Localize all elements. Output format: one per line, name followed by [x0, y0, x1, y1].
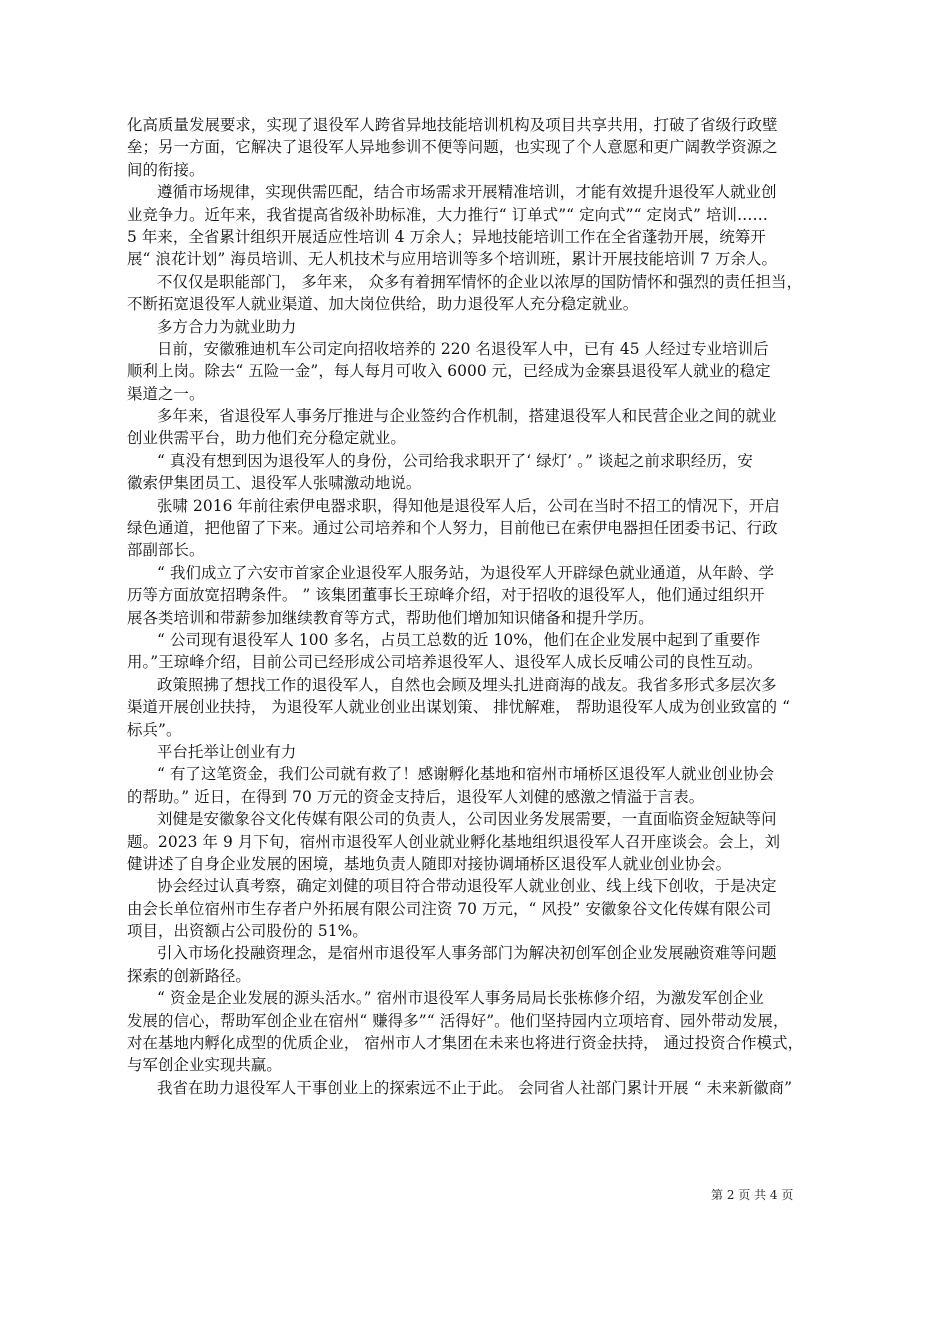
text-line: “ 我们成立了六安市首家企业退役军人服务站，为退役军人开辟绿色就业通道，从年龄、学 — [157, 563, 775, 582]
text-line: “ 有了这笔资金，我们公司就有救了！感谢孵化基地和宿州市埇桥区退役军人就业创业协会 — [157, 765, 775, 784]
text-line: 平台托举让创业有力 — [157, 742, 297, 761]
page-number-label: 第 2 页 共 4 页 — [711, 1188, 794, 1202]
text-line: 5 年来，全省累计组织开展适应性培训 4 万余人；异地技能培训工作在全省蓬勃开展，统筹开 — [127, 227, 766, 246]
text-line: 由会长单位宿州市生存者户外拓展有限公司注资 70 万元，“ 风投” 安徽象谷文化传媒有限公司 — [127, 899, 772, 918]
text-line: 我省在助力退役军人干事创业上的探索远不止于此。 会同省人社部门累计开展 “ 未来新徽商” — [157, 1078, 793, 1097]
text-line: 业竞争力。近年来，我省提高省级补助标准，大力推行“ 订单式”“ 定向式”“ 定岗式” 培训…… — [127, 205, 768, 224]
text-line: 创业供需平台，助力他们充分稳定就业。 — [127, 429, 406, 448]
text-line: 健讲述了自身企业发展的困境，基地负责人随即对接协调埇桥区退役军人就业创业协会。 — [127, 854, 732, 873]
text-line: 多方合力为就业助力 — [157, 317, 297, 336]
text-line: 间的衔接。 — [127, 160, 205, 179]
page-footer — [711, 1186, 793, 1203]
text-line: 张啸 2016 年前往索伊电器求职，得知他是退役军人后，公司在当时不招工的情况下，开启 — [157, 496, 780, 515]
text-line: “ 资金是企业发展的源头活水。” 宿州市退役军人事务局局长张栋修介绍，为激发军创企业 — [157, 989, 764, 1008]
text-line: 政策照拂了想找工作的退役军人，自然也会顾及埋头扎进商海的战友。我省多形式多层次多 — [157, 675, 777, 694]
text-line: 展“ 浪花计划” 海员培训、无人机技术与应用培训等多个培训班，累计开展技能培训 7 万余人。 — [127, 250, 777, 269]
article-body — [127, 114, 827, 1099]
text-line: 多年来，省退役军人事务厅推进与企业签约合作机制，搭建退役军人和民营企业之间的就业 — [157, 407, 777, 426]
text-line: 历等方面放宽招聘条件。 ” 该集团董事长王琼峰介绍，对于招收的退役军人，他们通过组织开 — [127, 586, 765, 605]
text-line: 刘健是安徽象谷文化传媒有限公司的负责人，公司因业务发展需要，一直面临资金短缺等问 — [157, 810, 777, 829]
text-line: 题。2023 年 9 月下旬，宿州市退役军人创业就业孵化基地组织退役军人召开座谈会。会上，刘 — [127, 832, 781, 851]
text-line: 引入市场化投融资理念，是宿州市退役军人事务部门为解决初创军创企业发展融资难等问题 — [157, 944, 777, 963]
text-line: 化高质量发展要求，实现了退役军人跨省异地技能培训机构及项目共享共用，打破了省级行政壁 — [127, 116, 778, 134]
text-line: 标兵”。 — [127, 720, 182, 739]
text-line: 不断拓宽退役军人就业渠道、加大岗位供给，助力退役军人充分稳定就业。 — [127, 295, 639, 314]
text-line: 渠道开展创业扶持， 为退役军人就业创业出谋划策、 排忧解难， 帮助退役军人成为创业致富的 “ — [127, 698, 791, 717]
text-line: 对在基地内孵化成型的优质企业， 宿州市人才集团在未来也将进行资金扶持， 通过投资合作模式， — [127, 1034, 804, 1053]
text-line: 垒；另一方面，它解决了退役军人异地参训不便等问题，也实现了个人意愿和更广阔教学资源之 — [127, 138, 778, 157]
text-line: 协会经过认真考察，确定刘健的项目符合带动退役军人就业创业、线上线下创收，于是决定 — [157, 877, 777, 896]
text-line: 渠道之一。 — [127, 384, 205, 403]
text-line: 部副部长。 — [127, 541, 205, 560]
text-line: 不仅仅是职能部门， 多年来， 众多有着拥军情怀的企业以浓厚的国防情怀和强烈的责任担当， — [157, 272, 803, 291]
text-line: 的帮助。” 近日，在得到 70 万元的资金支持后，退役军人刘健的感激之情溢于言表。 — [127, 787, 705, 806]
text-line: 发展的信心，帮助军创企业在宿州“ 赚得多”“ 活得好”。他们坚持园内立项培育、园外带动发展， — [127, 1011, 789, 1030]
text-line: 绿色通道，把他留了下来。通过公司培养和个人努力，目前他已在索伊电器担任团委书记、行政 — [127, 519, 778, 538]
text-line: 展各类培训和带薪参加继续教育等方式，帮助他们增加知识储备和提升学历。 — [127, 608, 654, 627]
text-line: 徽索伊集团员工、退役军人张啸激动地说。 — [127, 474, 422, 493]
text-line: 遵循市场规律，实现供需匹配，结合市场需求开展精准培训，才能有效提升退役军人就业创 — [157, 183, 777, 202]
text-line: 顺利上岗。除去“ 五险一金”，每人每月可收入 6000 元，已经成为金寨县退役军人就业的稳定 — [127, 362, 771, 381]
text-line: “ 真没有想到因为退役军人的身份，公司给我求职开了‘ 绿灯’ 。” 谈起之前求职经历，安 — [157, 451, 753, 470]
text-line: 用。”王琼峰介绍，目前公司已经形成公司培养退役军人、退役军人成长反哺公司的良性互动。 — [127, 653, 763, 672]
text-line: 日前，安徽雅迪机车公司定向招收培养的 220 名退役军人中，已有 45 人经过专业培训后 — [157, 339, 769, 358]
text-line: “ 公司现有退役军人 100 多名，占员工总数的近 10%，他们在企业发展中起到了重要作 — [157, 630, 761, 649]
text-line: 与军创企业实现共赢。 — [127, 1056, 282, 1075]
text-line: 项目，出资额占公司股份的 51%。 — [127, 922, 368, 941]
text-line: 探索的创新路径。 — [127, 966, 251, 985]
